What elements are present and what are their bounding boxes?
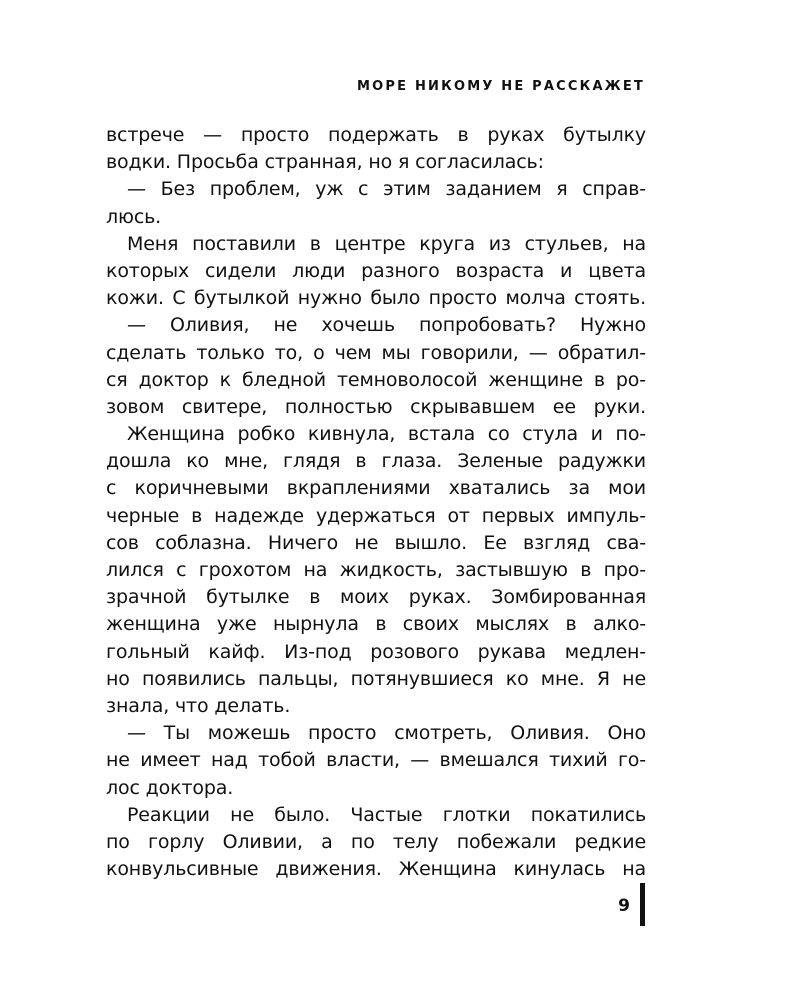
text-line: ся доктор к бледной темноволосой женщине в ро- [106,368,646,391]
text-line: с коричневыми вкраплениями хватались за мои [106,477,646,500]
text-line: люсь. [106,205,162,228]
text-line: знала, что делать. [106,694,291,717]
text-line: сов соблазна. Ничего не вышло. Ее взгляд сва- [106,531,646,554]
text-line: зрачной бутылке в моих руках. Зомбированная [106,586,646,609]
text-line: зовом свитере, полностью скрывавшем ее руки. [106,395,646,418]
text-line: водки. Просьба странная, но я согласилась: [106,151,544,174]
text-line: по горлу Оливии, а по телу побежали редкие [106,830,646,853]
page-number-rule [640,883,645,926]
text-line: Реакции не было. Частые глотки покатились [127,803,646,826]
text-line: дошла ко мне, глядя в глаза. Зеленые радужки [106,450,646,473]
text-line: — Ты можешь просто смотреть, Оливия. Оно [127,722,646,745]
text-line: но появились пальцы, потянувшиеся ко мне. Я не [106,667,646,690]
text-line: гольный кайф. Из-под розового рукава медлен- [106,640,646,663]
text-line: Женщина робко кивнула, встала со стула и по- [127,423,646,446]
text-line: лился с грохотом на жидкость, застывшую в про- [106,559,646,581]
text-line: конвульсивные движения. Женщина кинулась на [106,858,646,881]
text-line: встрече — просто подержать в руках бутылку [106,124,646,146]
page-number: 9 [618,896,630,916]
text-line: не имеет над тобой власти, — вмешался тихий го- [106,749,646,772]
text-line: — Оливия, не хочешь попробовать? Нужно [127,314,646,337]
text-line: черные в надежде удержаться от первых импуль- [106,504,646,527]
running-head-title: МОРЕ НИКОМУ НЕ РАССКАЖЕТ [357,79,645,94]
text-line: Меня поставили в центре круга из стульев, на [127,232,646,255]
text-line: сделать только то, о чем мы говорили, — обратил- [106,341,646,364]
text-line: которых сидели люди разного возраста и цвета [106,259,646,282]
body-text [106,122,646,883]
text-line: кожи. С бутылкой нужно было просто молча стоять. [106,287,646,310]
text-line: женщина уже нырнула в своих мыслях в алко- [106,613,646,636]
text-line: — Без проблем, уж с этим заданием я справ- [127,178,646,201]
text-line: лос доктора. [106,776,234,799]
